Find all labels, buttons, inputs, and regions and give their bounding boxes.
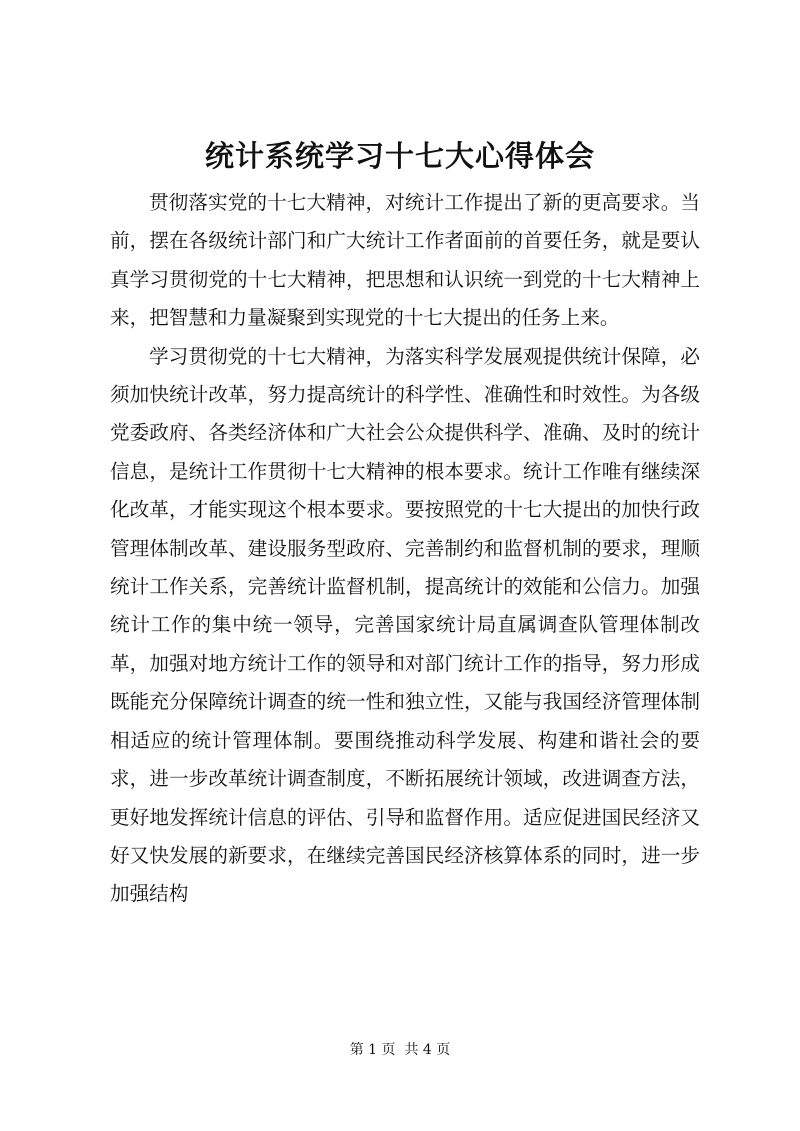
document-body	[110, 184, 700, 914]
paragraph-2: 学习贯彻党的十七大精神，为落实科学发展观提供统计保障，必须加快统计改革，努力提高统计的科学性、准确性和时效性。为各级党委政府、各类经济体和广大社会公众提供科学、准确、及时的统计信息，是统计工作贯彻十七大精神的根本要求。统计工作唯有继续深化改革，才能实现这个根本要求。要按照党的十七大提出的加快行政管理体制改革、建设服务型政府、完善制约和监督机制的要求，理顺统计工作关系，完善统计监督机制，提高统计的效能和公信力。加强统计工作的集中统一领导，完善国家统计局直属调查队管理体制改革，加强对地方统计工作的领导和对部门统计工作的指导，努力形成既能充分保障统计调查的统一性和独立性，又能与我国经济管理体制相适应的统计管理体制。要围绕推动科学发展、构建和谐社会的要求，进一步改革统计调查制度，不断拓展统计领域，改进调查方法，更好地发挥统计信息的评估、引导和监督作用。适应促进国民经济又好又快发展的新要求，在继续完善国民经济核算体系的同时，进一步加强结构	[110, 344, 700, 906]
paragraph-1: 贯彻落实党的十七大精神，对统计工作提出了新的更高要求。当前，摆在各级统计部门和广大统计工作者面前的首要任务，就是要认真学习贯彻党的十七大精神，把思想和认识统一到党的十七大精神上来，把智慧和力量凝聚到实现党的十七大提出的任务上来。	[110, 191, 700, 330]
page-number-label: 第 1 页 共 4 页	[349, 1042, 451, 1058]
page-footer	[0, 1040, 800, 1060]
page-title: 统计系统学习十七大心得体会	[204, 139, 595, 173]
